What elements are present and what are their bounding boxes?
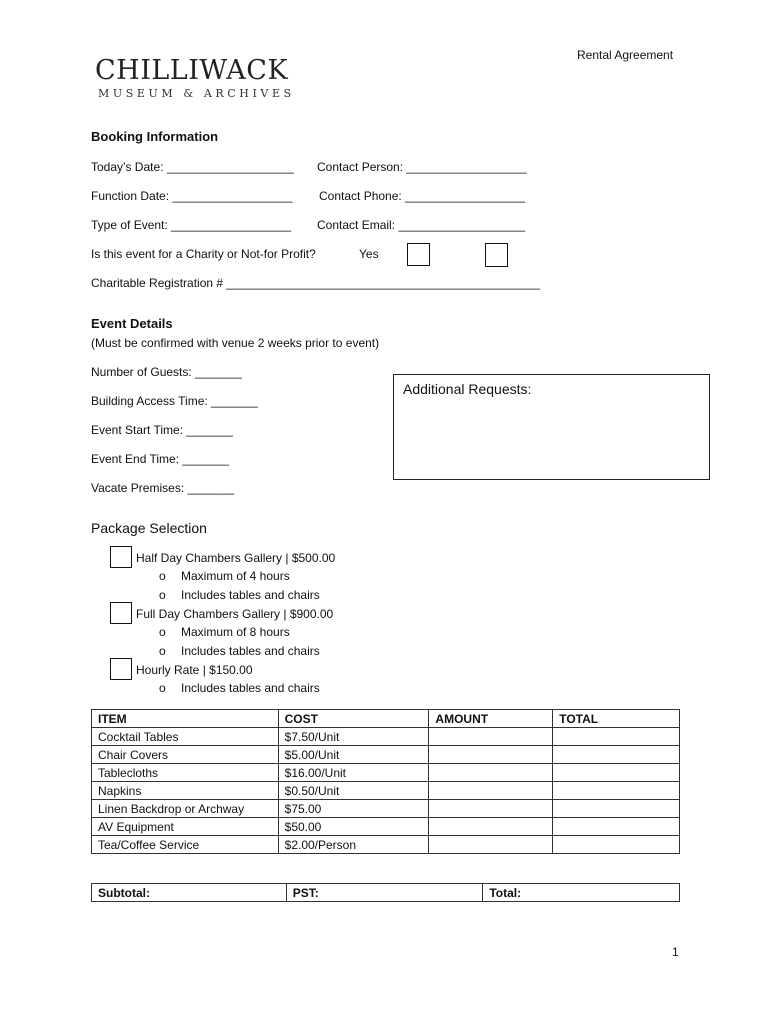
column-header-amount: AMOUNT: [429, 710, 553, 728]
total-cell[interactable]: [553, 764, 680, 782]
package-half-day-checkbox[interactable]: [110, 546, 132, 568]
vacate-premises-field[interactable]: Vacate Premises: _______: [91, 481, 235, 495]
column-header-total: TOTAL: [553, 710, 680, 728]
cost-cell: $50.00: [278, 818, 429, 836]
item-cell: Chair Covers: [92, 746, 279, 764]
package-detail: Includes tables and chairs: [181, 681, 320, 695]
package-hourly-label: Hourly Rate | $150.00: [136, 663, 253, 677]
item-cell: AV Equipment: [92, 818, 279, 836]
charity-no-checkbox[interactable]: [485, 243, 508, 267]
charity-question: Is this event for a Charity or Not-for Profit?: [91, 247, 316, 261]
totals-table: [91, 883, 680, 902]
table-row: [92, 764, 680, 782]
event-start-time-field[interactable]: Event Start Time: _______: [91, 423, 234, 437]
bullet-icon: o: [159, 588, 166, 602]
amount-cell[interactable]: [429, 818, 553, 836]
additional-requests-label: Additional Requests:: [403, 381, 532, 397]
additional-requests-box[interactable]: [393, 374, 710, 480]
number-of-guests-field[interactable]: Number of Guests: _______: [91, 365, 242, 379]
total-cell[interactable]: [553, 836, 680, 854]
table-row: [92, 728, 680, 746]
amount-cell[interactable]: [429, 764, 553, 782]
charity-yes-label: Yes: [359, 247, 379, 261]
type-of-event-field[interactable]: Type of Event: __________________: [91, 218, 292, 232]
pst-cell[interactable]: PST:: [286, 884, 483, 902]
cost-cell: $5.00/Unit: [278, 746, 429, 764]
table-row: [92, 746, 680, 764]
subtotal-cell[interactable]: Subtotal:: [92, 884, 287, 902]
grand-total-cell[interactable]: Total:: [483, 884, 680, 902]
total-cell[interactable]: [553, 746, 680, 764]
event-details-note: (Must be confirmed with venue 2 weeks prior to event): [91, 336, 380, 350]
table-row: [92, 782, 680, 800]
table-header-row: [92, 710, 680, 728]
event-end-time-field[interactable]: Event End Time: _______: [91, 452, 230, 466]
package-detail: Maximum of 8 hours: [181, 625, 290, 639]
item-cell: Cocktail Tables: [92, 728, 279, 746]
package-detail: Maximum of 4 hours: [181, 569, 290, 583]
column-header-cost: COST: [278, 710, 429, 728]
cost-cell: $2.00/Person: [278, 836, 429, 854]
building-access-time-field[interactable]: Building Access Time: _______: [91, 394, 258, 408]
total-cell[interactable]: [553, 728, 680, 746]
item-cell: Napkins: [92, 782, 279, 800]
event-details-heading: Event Details: [91, 316, 173, 331]
bullet-icon: o: [159, 625, 166, 639]
amount-cell[interactable]: [429, 728, 553, 746]
cost-cell: $0.50/Unit: [278, 782, 429, 800]
package-full-day-label: Full Day Chambers Gallery | $900.00: [136, 607, 334, 621]
bullet-icon: o: [159, 569, 166, 583]
bullet-icon: o: [159, 681, 166, 695]
item-cell: Linen Backdrop or Archway: [92, 800, 279, 818]
package-hourly-checkbox[interactable]: [110, 658, 132, 680]
package-half-day-label: Half Day Chambers Gallery | $500.00: [136, 551, 336, 565]
contact-email-field[interactable]: Contact Email: ___________________: [317, 218, 526, 232]
booking-heading: Booking Information: [91, 129, 219, 144]
package-detail: Includes tables and chairs: [181, 588, 320, 602]
cost-cell: $75.00: [278, 800, 429, 818]
table-row: [92, 836, 680, 854]
rental-items-table: [91, 709, 680, 854]
amount-cell[interactable]: [429, 782, 553, 800]
page-number: 1: [672, 945, 679, 959]
amount-cell[interactable]: [429, 836, 553, 854]
charity-yes-checkbox[interactable]: [407, 243, 430, 266]
todays-date-field[interactable]: Today’s Date: ___________________: [91, 160, 294, 174]
document-type-label: Rental Agreement: [577, 48, 674, 62]
bullet-icon: o: [159, 644, 166, 658]
function-date-field[interactable]: Function Date: __________________: [91, 189, 293, 203]
amount-cell[interactable]: [429, 746, 553, 764]
package-full-day-checkbox[interactable]: [110, 602, 132, 624]
cost-cell: $7.50/Unit: [278, 728, 429, 746]
amount-cell[interactable]: [429, 800, 553, 818]
total-cell[interactable]: [553, 782, 680, 800]
contact-person-field[interactable]: Contact Person: __________________: [317, 160, 527, 174]
total-cell[interactable]: [553, 800, 680, 818]
package-selection-heading: Package Selection: [91, 520, 207, 536]
table-row: [92, 800, 680, 818]
item-cell: Tea/Coffee Service: [92, 836, 279, 854]
contact-phone-field[interactable]: Contact Phone: __________________: [319, 189, 526, 203]
cost-cell: $16.00/Unit: [278, 764, 429, 782]
table-row: [92, 818, 680, 836]
totals-row: [92, 884, 680, 902]
charitable-registration-field[interactable]: Charitable Registration # _______________________________________________: [91, 276, 541, 290]
package-detail: Includes tables and chairs: [181, 644, 320, 658]
item-cell: Tablecloths: [92, 764, 279, 782]
logo-subtitle: MUSEUM & ARCHIVES: [98, 87, 295, 100]
total-cell[interactable]: [553, 818, 680, 836]
column-header-item: ITEM: [92, 710, 279, 728]
logo-wordmark: CHILLIWACK: [95, 55, 289, 86]
